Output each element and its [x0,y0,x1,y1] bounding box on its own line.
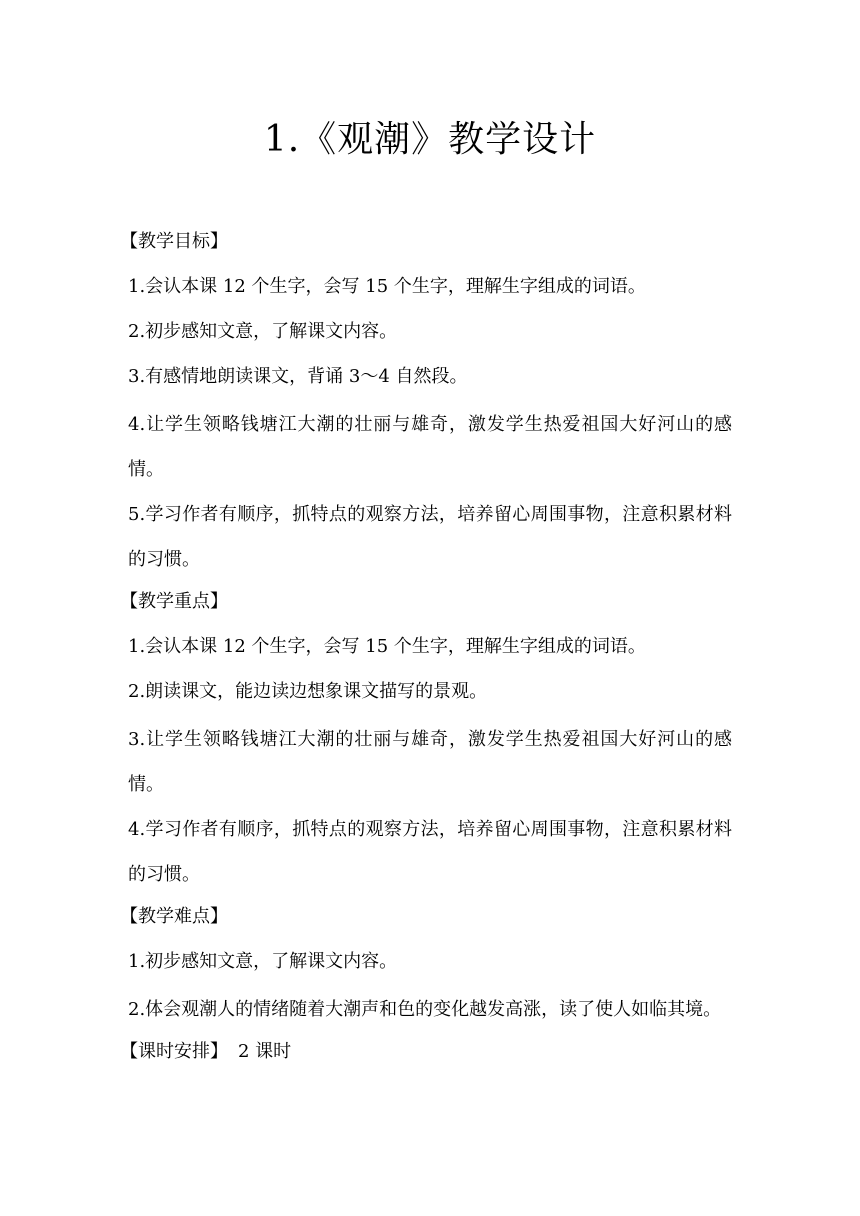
schedule-row [120,1032,732,1072]
section-heading-difficulties: 【教学难点】 [120,906,228,927]
list-item: 5.学习作者有顺序，抓特点的观察方法，培养留心周围事物，注意积累材料的习惯。 [128,504,732,570]
list-item: 1.会认本课 12 个生字，会写 15 个生字，理解生字组成的词语。 [128,636,646,657]
list-item: 1.会认本课 12 个生字，会写 15 个生字，理解生字组成的词语。 [128,276,646,297]
section-heading-schedule: 【课时安排】 [120,1041,228,1062]
list-item: 1.初步感知文意，了解课文内容。 [128,951,398,972]
list-item: 2.朗读课文，能边读边想象课文描写的景观。 [128,681,488,702]
list-item: 2.体会观潮人的情绪随着大潮声和色的变化越发高涨，读了使人如临其境。 [128,999,722,1020]
section-heading-objectives: 【教学目标】 [120,231,228,252]
list-item: 3.让学生领略钱塘江大潮的壮丽与雄奇，激发学生热爱祖国大好河山的感情。 [128,729,732,795]
document-body [120,222,732,1077]
list-item: 3.有感情地朗读课文，背诵 3～4 自然段。 [128,366,468,387]
list-item: 4.让学生领略钱塘江大潮的壮丽与雄奇，激发学生热爱祖国大好河山的感情。 [128,414,732,480]
document-title: 1.《观潮》教学设计 [263,119,597,160]
list-item: 4.学习作者有顺序，抓特点的观察方法，培养留心周围事物，注意积累材料的习惯。 [128,819,732,885]
section-heading-key-points: 【教学重点】 [120,591,228,612]
schedule-value: 2 课时 [238,1041,292,1062]
list-item: 2.初步感知文意，了解课文内容。 [128,321,398,342]
